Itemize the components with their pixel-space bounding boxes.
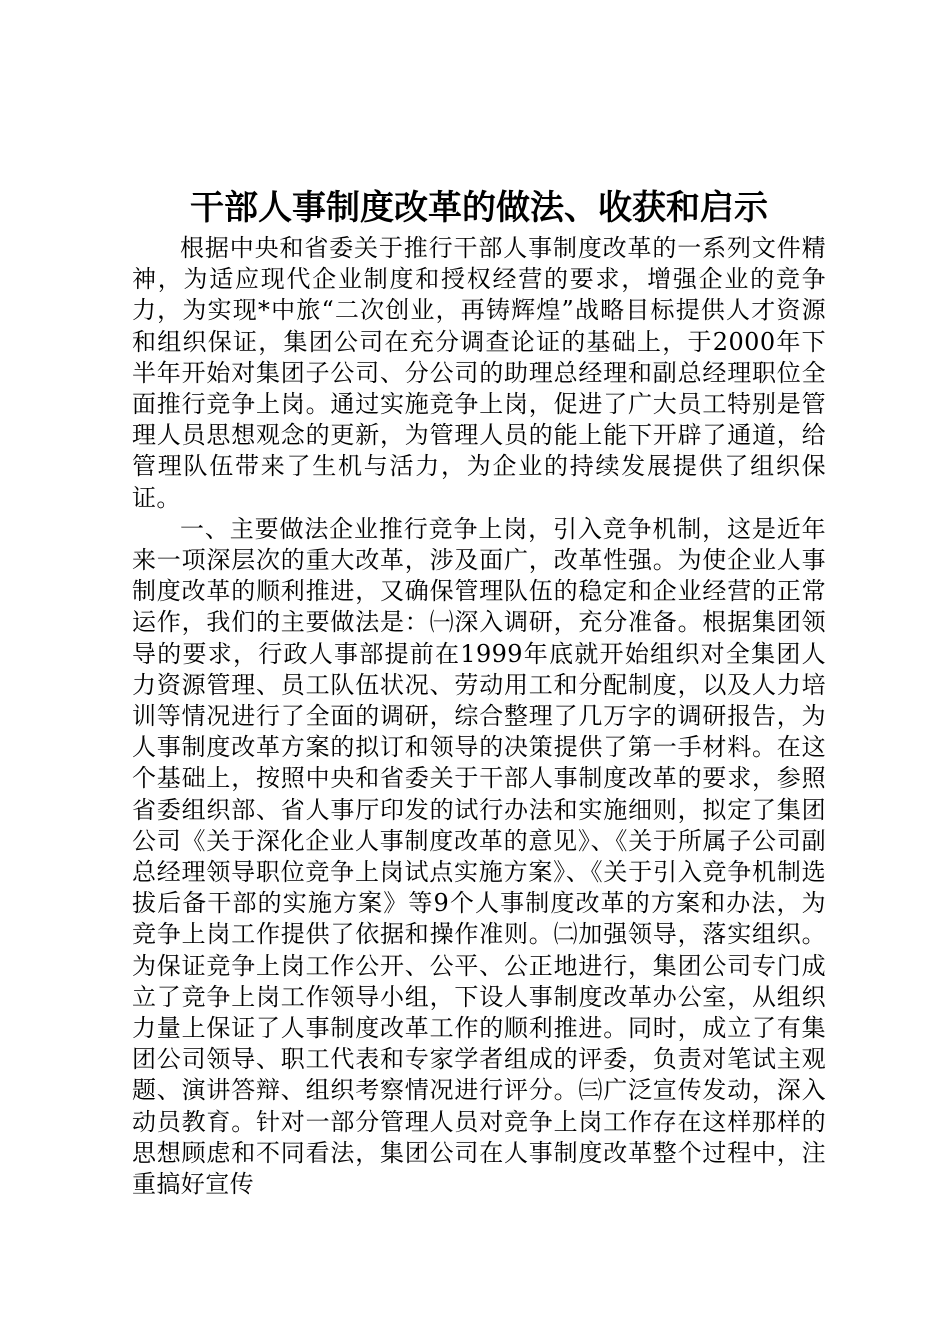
paragraph-intro: 根据中央和省委关于推行干部人事制度改革的一系列文件精神，为适应现代企业制度和授权经营的要求，增强企业的竞争力，为实现*中旅“二次创业，再铸辉煌”战略目标提供人才资源和组织保证，集团公司在充分调查论证的基础上，于2000年下半年开始对集团子公司、分公司的助理总经理和副总经理职位全面推行竞争上岗。通过实施竞争上岗，促进了广大员工特别是管理人员思想观念的更新，为管理人员的能上能下开辟了通道，给管理队伍带来了生机与活力，为企业的持续发展提供了组织保证。 [132,234,826,512]
document-title: 干部人事制度改革的做法、收获和启示 [190,188,768,228]
document-body [132,233,826,1200]
paragraph-main-practices: 一、主要做法企业推行竞争上岗，引入竞争机制，这是近年来一项深层次的重大改革，涉及面广，改革性强。为使企业人事制度改革的顺利推进，又确保管理队伍的稳定和企业经营的正常运作，我们的主要做法是：㈠深入调研，充分准备。根据集团领导的要求，行政人事部提前在1999年底就开始组织对全集团人力资源管理、员工队伍状况、劳动用工和分配制度，以及人力培训等情况进行了全面的调研，综合整理了几万字的调研报告，为人事制度改革方案的拟订和领导的决策提供了第一手材料。在这个基础上，按照中央和省委关于干部人事制度改革的要求，参照省委组织部、省人事厅印发的试行办法和实施细则，拟定了集团公司《关于深化企业人事制度改革的意见》、《关于所属子公司副总经理领导职位竞争上岗试点实施方案》、《关于引入竞争机制选拔后备干部的实施方案》等9个人事制度改革的方案和办法，为竞争上岗工作提供了依据和操作准则。㈡加强领导，落实组织。为保证竞争上岗工作公开、公平、公正地进行，集团公司专门成立了竞争上岗工作领导小组，下设人事制度改革办公室，从组织力量上保证了人事制度改革工作的顺利推进。同时，成立了有集团公司领导、职工代表和专家学者组成的评委，负责对笔试主观题、演讲答辩、组织考察情况进行评分。㈢广泛宣传发动，深入动员教育。针对一部分管理人员对竞争上岗工作存在这样那样的思想顾虑和不同看法，集团公司在人事制度改革整个过程中，注重搞好宣传 [132,514,826,1199]
